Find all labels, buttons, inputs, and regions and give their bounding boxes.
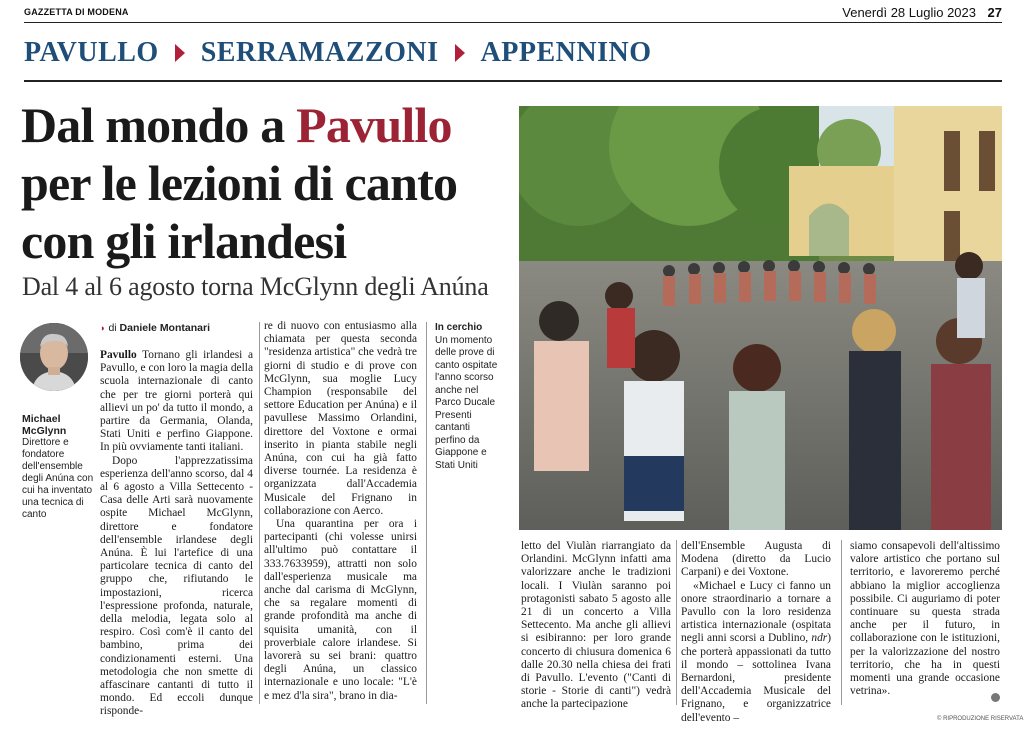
portrait-description: Direttore e fondatore dell'ensemble degli Anúna con cui ha inventato una tecnica di canto <box>22 437 94 520</box>
section-serramazzoni: SERRAMAZZONI <box>200 37 439 68</box>
portrait-name: Michael McGlynn <box>22 413 67 437</box>
section-pavullo: PAVULLO <box>24 37 159 68</box>
section-separator-icon <box>455 44 465 62</box>
col4-paragraph-1: dell'Ensemble Augusta di Modena (diretto da Lucio Carpani) e dei Voxtone. <box>681 540 831 579</box>
article-column-5 <box>850 540 1000 698</box>
page-number: 27 <box>987 5 1002 20</box>
page-header <box>24 6 1002 20</box>
main-photo <box>519 106 1002 530</box>
col4-paragraph-2b: ) che porterà appassionati da tutto il mondo – sottolinea Ivana Bernardoni, presidente dell'Accademia Musicale del Frignano, e organizzatrice dell'evento – <box>681 632 831 724</box>
column-divider <box>676 540 677 705</box>
section-rule <box>24 80 1002 82</box>
portrait-caption <box>22 413 94 521</box>
col2-paragraph-2: Una quarantina per ora i partecipanti (chi volesse unirsi all'ultimo può contattare il 333.7633959), attratti non solo dall'esperienza musicale ma anche dal carisma di McGlynn, che sa regalare momenti di grande profondità ma anche di squisita umanità, con il proverbiale calore irlandese. Si lavorerà su sei brani: quattro degli Anúna, un classico internazionale e uno locale: "L'è e mez d'la sira", brano in dia- <box>264 518 417 702</box>
article-column-2 <box>264 320 417 703</box>
article-column-1 <box>100 349 253 719</box>
col1-paragraph-2: Dopo l'apprezzatissima esperienza dell'anno scorso, dal 4 al 6 agosto a Villa Settecento - Casa delle Arti sarà nuovamente ospite Michael McGlynn, direttore e fondatore dell'ensemble irlandese degli Anúna. È lui l'artefice di una particolare tecnica di canto del gruppo che, rifiutando le impostazioni, ricerca l'espressione profonda, naturale, della melodia, legata solo al respiro. Così com'è il canto del bambino, prima dei condizionamenti esterni. Una metodologia che non smette di affascinare cantanti di tutto il mondo. Ed eccoli dunque risponde- <box>100 454 253 718</box>
col3-paragraph-1: letto del Viulàn riarrangiato da Orlandini. McGlynn infatti ama valorizzare anche le tradizioni locali. I Viulàn saranno poi protagonisti sabato 5 agosto alle 21 di un concerto a Villa Settecento. Ma anche gli allievi si esibiranno: per loro grande concerto di chiusura domenica 6 dalle 20.30 nella chiesa dei frati di Pavullo. L'evento ("Canti di storie - Storie di canti") vedrà anche la partecipazione <box>521 540 671 711</box>
section-appennino: APPENNINO <box>480 37 652 68</box>
col4-paragraph-2a: «Michael e Lucy ci fanno un onore straordinario a tornare a Pavullo con la loro residenza artistica internazionale (ospitata negli anni scorsi a Dublino, <box>681 579 831 645</box>
photo-caption <box>435 322 503 472</box>
headline-line3: con gli irlandesi <box>21 213 347 269</box>
column-divider <box>426 322 427 704</box>
headline-line2: per le lezioni di canto <box>21 155 458 211</box>
end-of-article-icon <box>991 693 1000 702</box>
byline-author: Daniele Montanari <box>119 322 210 334</box>
article-column-4 <box>681 540 831 725</box>
article-column-3 <box>521 540 671 712</box>
col2-paragraph-1: re di nuovo con entusiasmo alla chiamata per questa seconda "residenza artistica" che vedrà tre giorni di studio e di prove con McGlynn, sua moglie Lucy Champion (responsabile del settore Education per Anúna) e il pavullese Massimo Orlandini, direttore del Voxtone e ormai inserito in pianta stabile negli Anúna, con cui ha già fatto diverse tournée. La residenza è organizzata dall'Accademia Musicale del Frignano in collaborazione con Aerco. <box>264 320 417 517</box>
copyright-notice: © RIPRODUZIONE RISERVATA <box>937 716 1024 722</box>
col5-paragraph-1: siamo consapevoli dell'altissimo valore artistico che portano sul territorio, e lavoreremo perché abbiano la miglior accoglienza possibile. Ci auguriamo di poter continuare su questa strada anche per il futuro, in collaborazione con le istituzioni, per la valorizzazione del nostro territorio, che ha in questi momenti una grande occasione vetrina». <box>850 540 1000 698</box>
photo-caption-text: Un momento delle prove di canto ospitate l'anno scorso anche nel Parco Ducale Presenti cantanti perfino da Giappone e Stati Uniti <box>435 334 498 471</box>
masthead: GAZZETTA DI MODENA <box>24 7 129 17</box>
header-rule <box>24 22 1002 23</box>
dateline: Pavullo <box>100 349 137 361</box>
section-bar <box>24 35 651 71</box>
article-headline <box>21 96 511 270</box>
headline-accent: Pavullo <box>296 97 452 153</box>
photo-caption-title: In cerchio <box>435 322 483 333</box>
author-portrait-photo <box>20 323 88 391</box>
article-subhead: Dal 4 al 6 agosto torna McGlynn degli Anúna <box>22 272 489 301</box>
headline-part1: Dal mondo a <box>21 97 297 153</box>
column-divider <box>259 322 260 704</box>
editor-note: ndr <box>811 632 828 645</box>
section-separator-icon <box>175 44 185 62</box>
byline-prefix: di <box>108 322 117 334</box>
column-divider <box>841 540 842 705</box>
byline-marker-icon: ◗ <box>100 323 106 333</box>
issue-date: Venerdì 28 Luglio 2023 <box>842 5 976 20</box>
col1-paragraph-1: Tornano gli irlandesi a Pavullo, e con loro la magia della scuola internazionale di canto che per tre giorni porterà qui allievi un po' da tutto il mondo, a partire da Germania, Olanda, Stati Uniti e perfino Giappone. In più ovviamente tanti italiani. <box>100 349 253 454</box>
byline <box>100 322 210 334</box>
